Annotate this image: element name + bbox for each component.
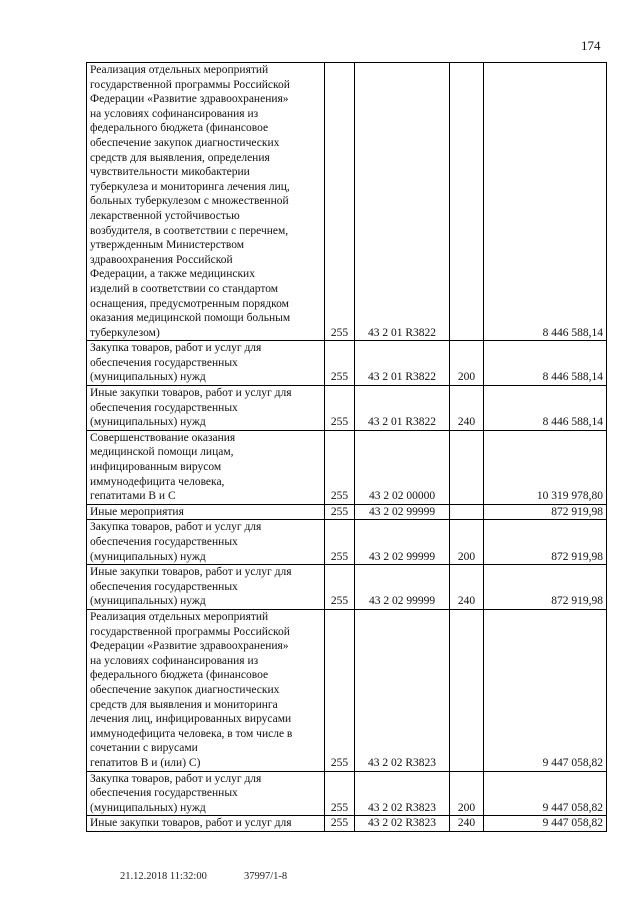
amount: 9 447 058,82 (484, 771, 607, 816)
row-name-line: обеспечения государственных (90, 356, 238, 369)
row-name-line: (муниципальных) нужд (90, 801, 206, 814)
expense-type-code (450, 609, 484, 771)
expense-type-code: 240 (450, 386, 484, 431)
amount: 9 447 058,82 (484, 609, 607, 771)
expense-type-code: 200 (450, 771, 484, 816)
row-name (87, 430, 325, 504)
row-name-line: (муниципальных) нужд (90, 550, 206, 563)
expense-type-code: 200 (450, 341, 484, 386)
row-name-line: государственной программы Российской (90, 625, 290, 638)
row-name-line: здравоохранения Российской (90, 253, 233, 266)
ministry-code: 255 (325, 565, 355, 610)
row-name-line: Федерации «Развитие здравоохранения» (90, 640, 289, 653)
row-name-line: федерального бюджета (финансовое (90, 669, 269, 682)
target-article-code: 43 2 02 99999 (355, 565, 450, 610)
row-name-line: Закупка товаров, работ и услуг для (90, 772, 262, 785)
expense-type-code (450, 430, 484, 504)
table-row (87, 63, 607, 341)
table-row (87, 386, 607, 431)
row-name-line: обеспечения государственных (90, 536, 238, 548)
row-name-line: (муниципальных) нужд (90, 416, 206, 429)
ministry-code: 255 (325, 816, 355, 832)
row-name-line: обеспечение закупок диагностических (90, 136, 280, 149)
row-name-line: гепатитов В и (или) С) (90, 756, 201, 769)
budget-table (86, 62, 607, 832)
row-name-line: средств для выявления и мониторинга (90, 698, 278, 711)
table-row (87, 609, 607, 771)
amount: 872 919,98 (484, 504, 607, 520)
table-row (87, 341, 607, 386)
target-article-code: 43 2 02 99999 (355, 504, 450, 520)
target-article-code: 43 2 02 00000 (355, 430, 450, 504)
table-row (87, 565, 607, 610)
ministry-code: 255 (325, 430, 355, 504)
row-name-line: Иные закупки товаров, работ и услуг для (90, 817, 292, 830)
ministry-code: 255 (325, 609, 355, 771)
row-name-line: государственной программы Российской (90, 78, 290, 91)
row-name-line: оказания медицинской помощи больным (90, 312, 291, 325)
ministry-code: 255 (325, 520, 355, 565)
row-name-line: на условиях софинансирования из (90, 107, 259, 120)
table-row (87, 816, 607, 832)
row-name-line: Иные закупки товаров, работ и услуг для (90, 566, 292, 579)
amount: 872 919,98 (484, 520, 607, 565)
target-article-code: 43 2 02 R3823 (355, 816, 450, 832)
target-article-code: 43 2 02 99999 (355, 520, 450, 565)
expense-type-code (450, 504, 484, 520)
target-article-code: 43 2 02 R3823 (355, 609, 450, 771)
row-name-line: больных туберкулезом с множественной (90, 195, 289, 208)
row-name (87, 386, 325, 431)
row-name-line: средств для выявления, определения (90, 151, 270, 164)
target-article-code: 43 2 01 R3822 (355, 386, 450, 431)
row-name-line: на условиях софинансирования из (90, 654, 259, 667)
row-name-line: Федерации, а также медицинских (90, 268, 255, 281)
row-name-line: Закупка товаров, работ и услуг для (90, 521, 262, 534)
row-name (87, 341, 325, 386)
row-name-line: обеспечение закупок диагностических (90, 683, 280, 696)
row-name-line: Реализация отдельных мероприятий (90, 610, 269, 623)
row-name-line: иммунодефицита человека, в том числе в (90, 727, 293, 740)
amount: 872 919,98 (484, 565, 607, 610)
ministry-code: 255 (325, 341, 355, 386)
row-name-line: лекарственной устойчивостью (90, 209, 240, 222)
row-name-line: (муниципальных) нужд (90, 371, 206, 384)
expense-type-code: 200 (450, 520, 484, 565)
row-name-line: гепатитами В и С (90, 490, 176, 503)
row-name (87, 520, 325, 565)
amount: 10 319 978,80 (484, 430, 607, 504)
row-name-line: изделий в соответствии со стандартом (90, 282, 279, 295)
amount: 8 446 588,14 (484, 341, 607, 386)
amount: 8 446 588,14 (484, 386, 607, 431)
ministry-code: 255 (325, 504, 355, 520)
ministry-code: 255 (325, 63, 355, 341)
row-name-line: Совершенствование оказания (90, 431, 236, 444)
row-name (87, 771, 325, 816)
table-row (87, 430, 607, 504)
row-name-line: обеспечения государственных (90, 580, 238, 593)
row-name-line: (муниципальных) нужд (90, 595, 206, 608)
row-name-line: туберкулезом) (90, 326, 160, 339)
row-name (87, 816, 325, 832)
target-article-code: 43 2 01 R3822 (355, 63, 450, 341)
row-name-line: Иные закупки товаров, работ и услуг для (90, 387, 292, 400)
row-name-line: иммунодефицита человека, (90, 475, 225, 488)
ministry-code: 255 (325, 771, 355, 816)
row-name-line: обеспечения государственных (90, 787, 238, 800)
table-row (87, 771, 607, 816)
row-name-line: сочетании с вирусами (90, 742, 198, 755)
budget-table-body (87, 63, 607, 832)
footer-timestamp: 21.12.2018 11:32:00 (120, 871, 207, 882)
row-name (87, 504, 325, 520)
row-name-line: Реализация отдельных мероприятий (90, 64, 269, 76)
page-number: 174 (581, 38, 601, 53)
row-name-line: оснащения, предусмотренным порядком (90, 297, 289, 310)
row-name-line: лечения лиц, инфицированных вирусами (90, 713, 292, 726)
amount: 9 447 058,82 (484, 816, 607, 832)
row-name-line: утвержденным Министерством (90, 239, 245, 252)
ministry-code: 255 (325, 386, 355, 431)
row-name (87, 565, 325, 610)
target-article-code: 43 2 02 R3823 (355, 771, 450, 816)
table-row (87, 520, 607, 565)
row-name-line: чувствительности микобактерии (90, 166, 250, 179)
row-name-line: медицинской помощи лицам, (90, 446, 234, 459)
expense-type-code: 240 (450, 816, 484, 832)
expense-type-code: 240 (450, 565, 484, 610)
footer-doc-id: 37997/1-8 (244, 871, 288, 882)
row-name-line: инфицированным вирусом (90, 461, 222, 474)
row-name-line: обеспечения государственных (90, 401, 238, 414)
row-name-line: Федерации «Развитие здравоохранения» (90, 93, 289, 106)
row-name-line: федерального бюджета (финансовое (90, 122, 269, 135)
row-name-line: возбудителя, в соответствии с перечнем, (90, 224, 289, 237)
expense-type-code (450, 63, 484, 341)
amount: 8 446 588,14 (484, 63, 607, 341)
row-name (87, 63, 325, 341)
row-name-line: туберкулеза и мониторинга лечения лиц, (90, 180, 290, 193)
row-name-line: Иные мероприятия (90, 505, 184, 518)
row-name-line: Закупка товаров, работ и услуг для (90, 342, 262, 355)
table-row (87, 504, 607, 520)
row-name (87, 609, 325, 771)
target-article-code: 43 2 01 R3822 (355, 341, 450, 386)
